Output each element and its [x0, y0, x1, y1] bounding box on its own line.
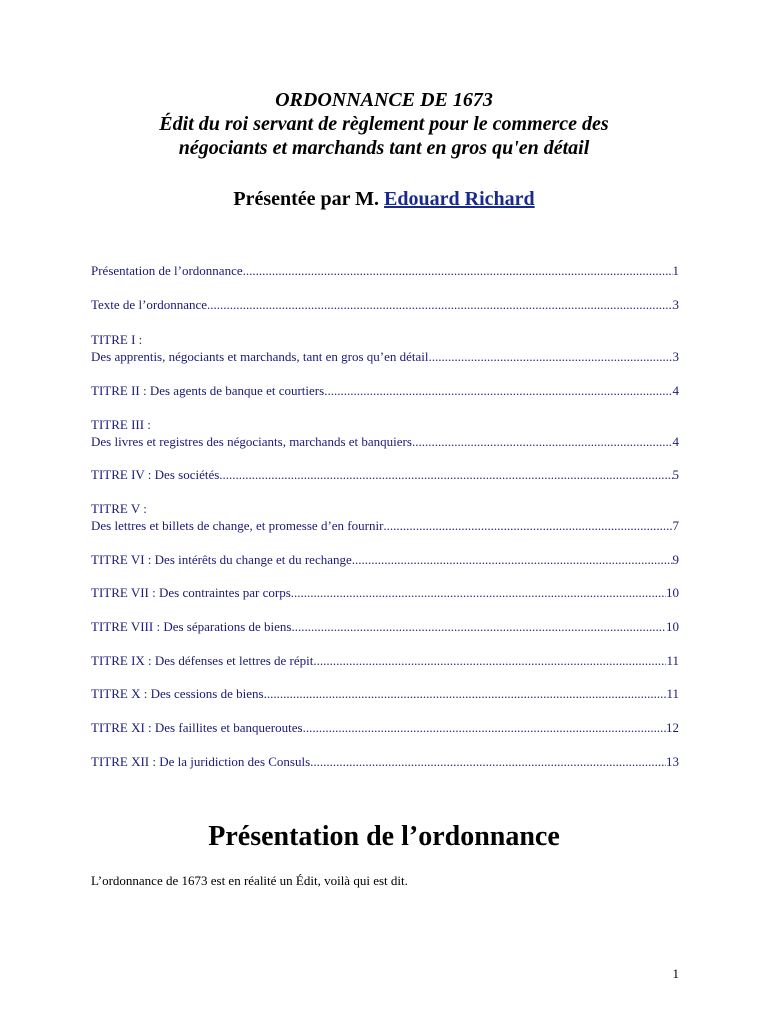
toc-leader-dots [429, 348, 673, 365]
toc-leader-dots [291, 618, 666, 635]
toc-leader-dots [219, 466, 672, 483]
toc-entry[interactable] [91, 296, 679, 313]
toc-entry-label[interactable]: Des livres et registres des négociants, marchands et banquiers [91, 434, 412, 449]
toc-entry[interactable] [91, 584, 679, 601]
toc-entry[interactable] [91, 618, 679, 635]
toc-entry[interactable] [91, 551, 679, 568]
page-number: 1 [672, 966, 679, 981]
toc-entry-label[interactable]: TITRE VII : Des contraintes par corps [91, 585, 291, 600]
toc-entry-label[interactable]: TITRE II : Des agents de banque et courtiers [91, 383, 325, 398]
toc-page-number: 3 [672, 349, 679, 364]
toc-entry[interactable] [91, 466, 679, 483]
toc-page-number: 11 [666, 686, 679, 701]
toc-leader-dots [352, 551, 673, 568]
toc-entry-label[interactable]: TITRE X : Des cessions de biens [91, 686, 264, 701]
toc-entry-label[interactable]: TITRE VIII : Des séparations de biens [91, 619, 292, 634]
toc-page-number: 3 [672, 297, 679, 312]
toc-entry[interactable] [91, 262, 679, 279]
toc-page-number: 13 [666, 754, 679, 769]
toc-leader-dots [313, 652, 666, 669]
toc-entry-label[interactable]: Des apprentis, négociants et marchands, tant en gros qu’en détail [91, 349, 429, 364]
document-title [0, 88, 768, 160]
toc-entry[interactable] [91, 719, 679, 736]
title-line-2: Édit du roi servant de règlement pour le commerce des [159, 113, 609, 135]
toc-page-number: 10 [666, 619, 679, 634]
presenter-prefix: Présentée par M. [233, 188, 380, 210]
presenter-line [0, 187, 768, 211]
toc-entry-label[interactable]: Des lettres et billets de change, et promesse d’en fournir [91, 518, 384, 533]
toc-entry-label[interactable]: TITRE XI : Des faillites et banqueroutes [91, 720, 303, 735]
toc-entry[interactable] [91, 416, 679, 450]
toc-leader-dots [264, 685, 667, 702]
toc-page-number: 11 [666, 653, 679, 668]
toc-entry[interactable] [91, 685, 679, 702]
title-line-3: négociants et marchands tant en gros qu'en détail [178, 137, 590, 159]
presenter-name-link[interactable]: Edouard Richard [384, 188, 535, 210]
toc-page-number: 4 [672, 434, 679, 449]
toc-leader-dots [383, 517, 672, 534]
toc-entry-label[interactable]: TITRE IV : Des sociétés [91, 467, 220, 482]
toc-entry-label[interactable]: TITRE VI : Des intérêts du change et du rechange [91, 552, 352, 567]
toc-entry-title-number[interactable]: TITRE I : [91, 332, 143, 347]
toc-leader-dots [291, 584, 666, 601]
toc-entry-label[interactable]: TITRE IX : Des défenses et lettres de répit [91, 653, 314, 668]
toc-entry[interactable] [91, 382, 679, 399]
toc-entry-title-number[interactable]: TITRE V : [91, 501, 147, 516]
toc-page-number: 10 [666, 585, 679, 600]
toc-leader-dots [207, 296, 672, 313]
toc-page-number: 12 [666, 720, 679, 735]
toc-page-number: 5 [672, 467, 679, 482]
toc-entry[interactable] [91, 753, 679, 770]
toc-page-number: 1 [672, 263, 679, 278]
toc-entry[interactable] [91, 652, 679, 669]
toc-leader-dots [303, 719, 666, 736]
toc-entry-title-number[interactable]: TITRE III : [91, 417, 151, 432]
toc-entry[interactable] [91, 331, 679, 365]
section-heading: Présentation de l’ordonnance [208, 821, 560, 852]
intro-paragraph: L’ordonnance de 1673 est en réalité un Édit, voilà qui est dit. [91, 873, 408, 888]
toc-leader-dots [243, 262, 673, 279]
toc-leader-dots [310, 753, 666, 770]
toc-entry[interactable] [91, 500, 679, 534]
toc-page-number: 9 [672, 552, 679, 567]
toc-entry-label[interactable]: Texte de l’ordonnance [91, 297, 208, 312]
toc-entry-label[interactable]: TITRE XII : De la juridiction des Consuls [91, 754, 311, 769]
toc-leader-dots [324, 382, 672, 399]
toc-entry-label[interactable]: Présentation de l’ordonnance [91, 263, 243, 278]
title-line-1: ORDONNANCE DE 1673 [275, 89, 493, 111]
toc-page-number: 7 [672, 518, 679, 533]
toc-page-number: 4 [672, 383, 679, 398]
toc-leader-dots [412, 433, 673, 450]
